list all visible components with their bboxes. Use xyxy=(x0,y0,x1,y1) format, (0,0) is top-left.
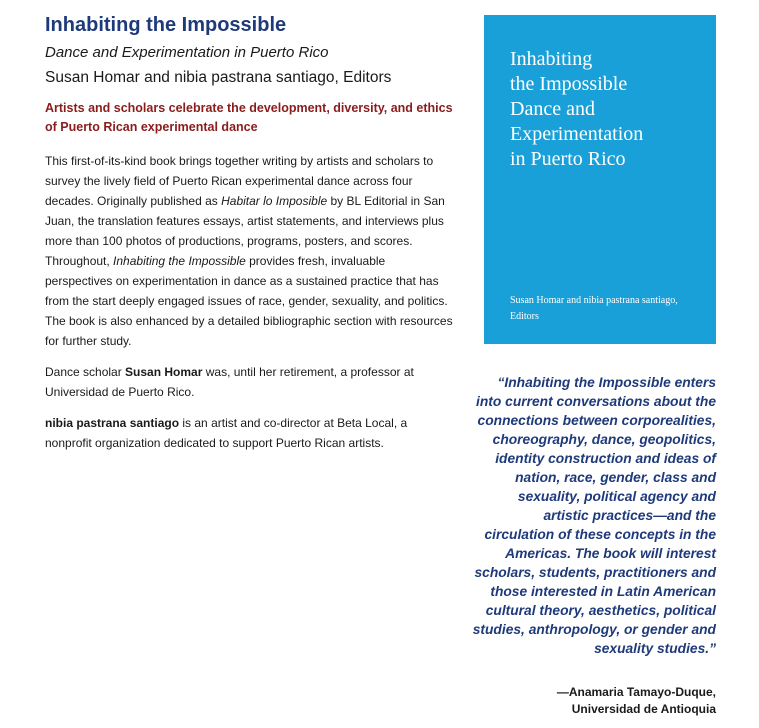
blurb-author: —Anamaria Tamayo-Duque, xyxy=(556,685,716,699)
editor-bio-homar xyxy=(45,362,455,402)
book-editors: Susan Homar and nibia pastrana santiago, Editors xyxy=(45,69,392,86)
description-paragraph xyxy=(45,151,455,351)
editor-bio-pastrana xyxy=(45,413,455,453)
blurb-attribution xyxy=(470,684,716,718)
editor-name: nibia pastrana santiago xyxy=(45,416,180,430)
book-subtitle: Dance and Experimentation in Puerto Rico xyxy=(45,44,329,61)
book-title: Inhabiting the Impossible xyxy=(45,14,287,36)
book-tagline: Artists and scholars celebrate the development, diversity, and ethics of Puerto Rican experimental dance xyxy=(45,101,453,134)
description-text: provides fresh, invaluable perspectives on experimentation in dance as a sustained practice that has from the start deeply engaged issues of race, gender, sexuality, and politics. The book is also enhanced by a detailed bibliographic section with resources for further study. xyxy=(45,254,453,348)
original-title: Habitar lo Imposible xyxy=(221,194,328,208)
bio-text: was, until her retirement, a professor at Universidad de Puerto Rico. xyxy=(45,365,414,399)
blurb-affiliation: Universidad de Antioquia xyxy=(571,702,716,716)
blurb-quote: “Inhabiting the Impossible enters into current conversations about the connections between corporealities, choreography, dance, geopolitics, identity construction and ideas of nation, race, gender, class and sexuality, political agency and artistic practices—and the circulation of these concepts in the Americas. The book will interest scholars, students, practitioners and those interested in Latin American cultural theory, aesthetics, political studies, anthropology, or gender and sexuality studies.” xyxy=(472,375,716,656)
editor-name: Susan Homar xyxy=(125,365,203,379)
cover-title: Inhabiting the Impossible Dance and Experimentation in Puerto Rico xyxy=(510,48,644,170)
description-text: by BL Editorial in San Juan, the translation features essays, artist statements, and interviews plus more than 100 photos of productions, programs, posters, and scores. Throughout, xyxy=(45,194,445,268)
bio-text: Dance scholar xyxy=(45,365,126,379)
book-title-inline: Inhabiting the Impossible xyxy=(113,254,246,268)
bio-text: is an artist and co-director at Beta Local, a nonprofit organization dedicated to support Puerto Rican artists. xyxy=(45,416,408,450)
cover-editors: Susan Homar and nibia pastrana santiago, Editors xyxy=(510,295,678,322)
book-info xyxy=(45,12,455,464)
description-text: This first-of-its-kind book brings together writing by artists and scholars to survey the lively field of Puerto Rican experimental dance across four decades. Originally published as xyxy=(45,154,434,208)
book-cover xyxy=(484,15,716,344)
